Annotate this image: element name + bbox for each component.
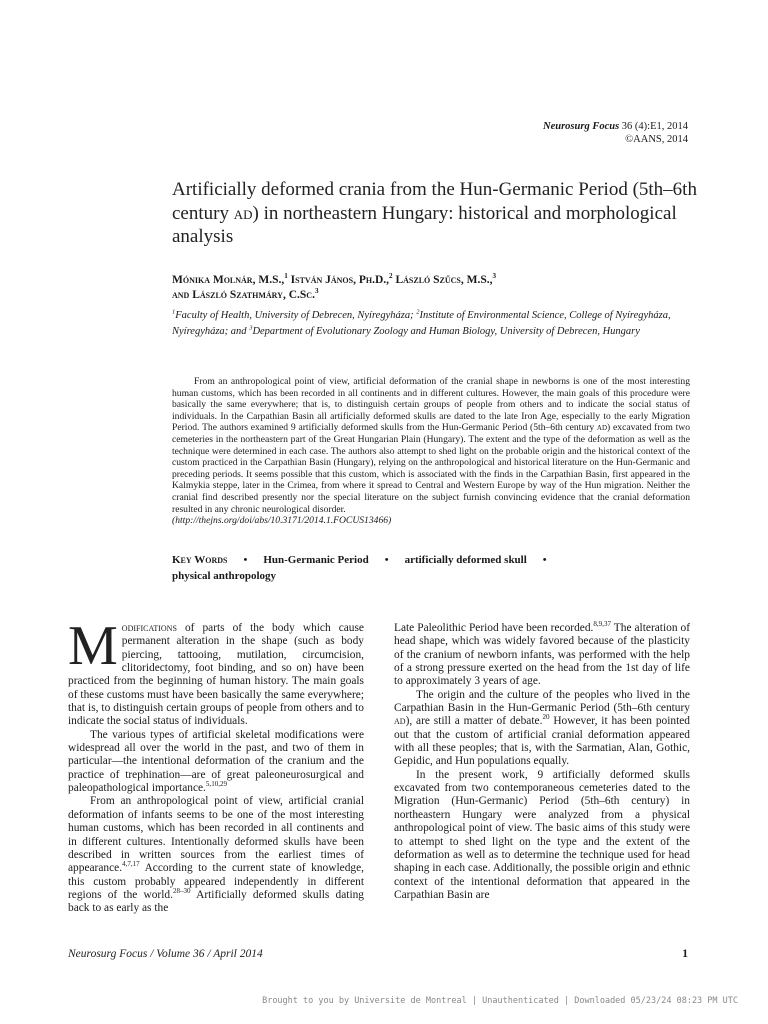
paragraph-text: of parts of the body which cause permanent alteration in the shape (such as body piercing, tattooing, mutilation, circumcision, clitoridectomy, foot binding, and so on) have been practiced from the beginning of human history. The main goals of these customs must have been basically the same everywhere; that is, to distinguish certain groups of people from others and to indicate the social status of individuals. — [68, 622, 364, 728]
drop-cap: M — [68, 615, 118, 677]
abstract — [172, 376, 690, 527]
affiliation-text: Faculty of Health, University of Debrecen, Nyíregyháza; — [175, 310, 417, 321]
body-paragraph — [68, 795, 364, 915]
era-abbrev: ad — [394, 715, 406, 728]
journal-citation — [543, 120, 688, 146]
abstract-text: ) excavated from two cemeteries in the northeastern part of the Great Hungarian Plain (Hungary). The extent and the type of the deformation as well as the technique were determined in each case. The authors also attempt to shed light on the probable origin and the historical context of the custom practiced in the Carpathian Basin (Hungary), relying on the anthropological and historical literature on the Hun-Germanic and preceding periods. It seems possible that this custom, which is associated with the finds in the Carpathian Basin, first appeared in the Kalmykia steppe, later in the Crimea, from where it spread to Central and Western Europe by way of the Hun migration. Neither the cranial find described presently nor the special literature on the subject furnish convincing evidence that the cranial deformation resulted in any chronic neurological disorder. — [172, 422, 690, 515]
title-era: ad — [233, 202, 253, 224]
paragraph-text: Artificially deformed skulls dating back to as early as the — [68, 888, 364, 915]
keyword-separator: • — [384, 554, 389, 566]
author-degree: , Ph.D., — [353, 274, 390, 286]
affiliation-text: Department of Evolutionary Zoology and Human Biology, University of Debrecen, Hungary — [252, 325, 640, 337]
body-column-right — [394, 622, 690, 902]
paragraph-text: Late Paleolithic Period have been recorded. — [394, 622, 594, 634]
affiliations — [172, 308, 692, 339]
author-name: Mónika Molnár — [172, 274, 253, 286]
author-degree: , C.Sc. — [282, 289, 315, 301]
author-affiliation-ref: 2 — [389, 272, 393, 281]
page-number: 1 — [682, 948, 688, 960]
paragraph-text: However, it has been pointed out that the custom of artificial cranial deformation appeared with all these peoples; that is, with the Sarmatian, Alan, Gothic, Gepidic, and Hun populations equally. — [394, 715, 690, 768]
affiliation-number: 1 — [172, 308, 176, 316]
body-paragraph — [68, 615, 364, 729]
article-title — [172, 178, 702, 249]
journal-volume-issue: 36 (4):E1, 2014 — [619, 121, 688, 132]
body-column-left — [68, 615, 364, 916]
abstract-text: From an anthropological point of view, artificial deformation of the cranial shape in newborns is one of the most interesting human customs, which has been recorded in all continents and in different cultures. However, the main goals of this procedure were basically the same everywhere; that is, to distinguish certain groups of people from others and to indicate the social status of individuals. In the Carpathian Basin all artificially deformed skulls are dated to the late Iron Age, especially to the early Migration Period. The authors examined 9 artificially deformed skulls from the Hun-Germanic Period (5th–6th century — [172, 376, 690, 434]
paragraph-text: The origin and the culture of the peoples who lived in the Carpathian Basin in the Hun-Germanic Period (5th–6th century — [394, 688, 690, 715]
author-degree: , M.S., — [252, 274, 285, 286]
author-list — [172, 273, 692, 303]
paragraph-text: The alteration of head shape, which was widely favored because of the plasticity of the cranium of newborn infants, was performed with the help of a strong pressure exerted on the head from the 1st day of life to approximately 3 years of age. — [394, 622, 690, 688]
paragraph-text: The various types of artificial skeletal modifications were widespread all over the world in the past, and two of them in particular—the intentional deformation of the cranium and the practice of trephination—are of great paleoneurosurgical and paleopathological importance. — [68, 728, 364, 795]
body-paragraph — [68, 729, 364, 796]
opening-smallcaps: odifications — [121, 622, 177, 634]
citation-ref[interactable]: 8,9,37 — [593, 620, 611, 629]
affiliation-number: 3 — [249, 324, 253, 331]
author-name: László Szűcs — [392, 274, 461, 286]
affiliation-text: Institute of Environmental Science, College of Nyíregyháza, Nyíregyháza; and — [172, 310, 671, 337]
keyword-separator: • — [542, 554, 547, 566]
citation-ref[interactable]: 28–30 — [172, 887, 191, 896]
author-affiliation-ref: 3 — [492, 272, 497, 281]
body-paragraph — [394, 769, 690, 902]
copyright-notice: ©AANS, 2014 — [625, 134, 688, 145]
author-affiliation-ref: 3 — [314, 287, 319, 296]
footer-journal-issue: Neurosurg Focus / Volume 36 / April 2014 — [68, 948, 263, 960]
keywords — [172, 552, 692, 584]
paragraph-text: From an anthropological point of view, artificial cranial deformation of infants seems to be one of the most interesting human customs, which has been recorded in all continents and in different cultures. Intentionally deformed skulls have been described in written sources from the earliest times of appearance. — [68, 795, 364, 875]
keyword: artificially deformed skull — [404, 554, 527, 566]
affiliation-number: 2 — [416, 308, 420, 316]
keyword-separator: • — [243, 554, 248, 566]
author-conjunction: and — [172, 289, 190, 301]
author-degree: , M.S., — [460, 274, 493, 286]
title-part1: Artificially deformed crania from the Hun-Germanic Period (5th–6th century — [172, 179, 697, 224]
keyword: Hun-Germanic Period — [263, 554, 369, 566]
title-part2: ) in northeastern Hungary: historical and morphological analysis — [172, 202, 677, 247]
body-paragraph — [394, 689, 690, 769]
author-name: László Szathmáry — [189, 289, 283, 301]
citation-ref[interactable]: 4,7,17 — [122, 860, 140, 869]
paragraph-text: In the present work, 9 artificially deformed skulls excavated from two contemporaneous cemeteries dated to the Migration (Hun-Germanic) Period (5th–6th century) in northeastern Hungary were analyzed from a physical anthropological point of view. The basic aims of this study were to attempt to shed light on the type and the extent of the deformation as well as to determine the technique used for head shaping in each case. Additionally, the possible origin and ethnic context of the intentional deformation that appeared in the Carpathian Basin are — [394, 768, 690, 901]
journal-name: Neurosurg Focus — [543, 121, 620, 132]
paragraph-text: ), are still a matter of debate. — [405, 715, 543, 728]
doi-link[interactable]: (http://thejns.org/doi/abs/10.3171/2014.1.FOCUS13466) — [172, 515, 392, 527]
author-name: István János — [287, 274, 354, 286]
citation-ref[interactable]: 20 — [542, 713, 550, 722]
abstract-era: ad — [596, 422, 608, 434]
download-watermark: Brought to you by Universite de Montreal | Unauthenticated | Downloaded 05/23/24 08:23 PM UTC — [262, 996, 738, 1006]
body-paragraph — [394, 622, 690, 689]
keyword: physical anthropology — [172, 570, 277, 582]
paragraph-text: According to the current state of knowledge, this custom probably appeared independently in different regions of the world. — [68, 862, 364, 901]
author-affiliation-ref: 1 — [284, 272, 288, 281]
citation-ref[interactable]: 5,10,29 — [205, 780, 228, 789]
keywords-label: Key Words — [172, 554, 228, 566]
